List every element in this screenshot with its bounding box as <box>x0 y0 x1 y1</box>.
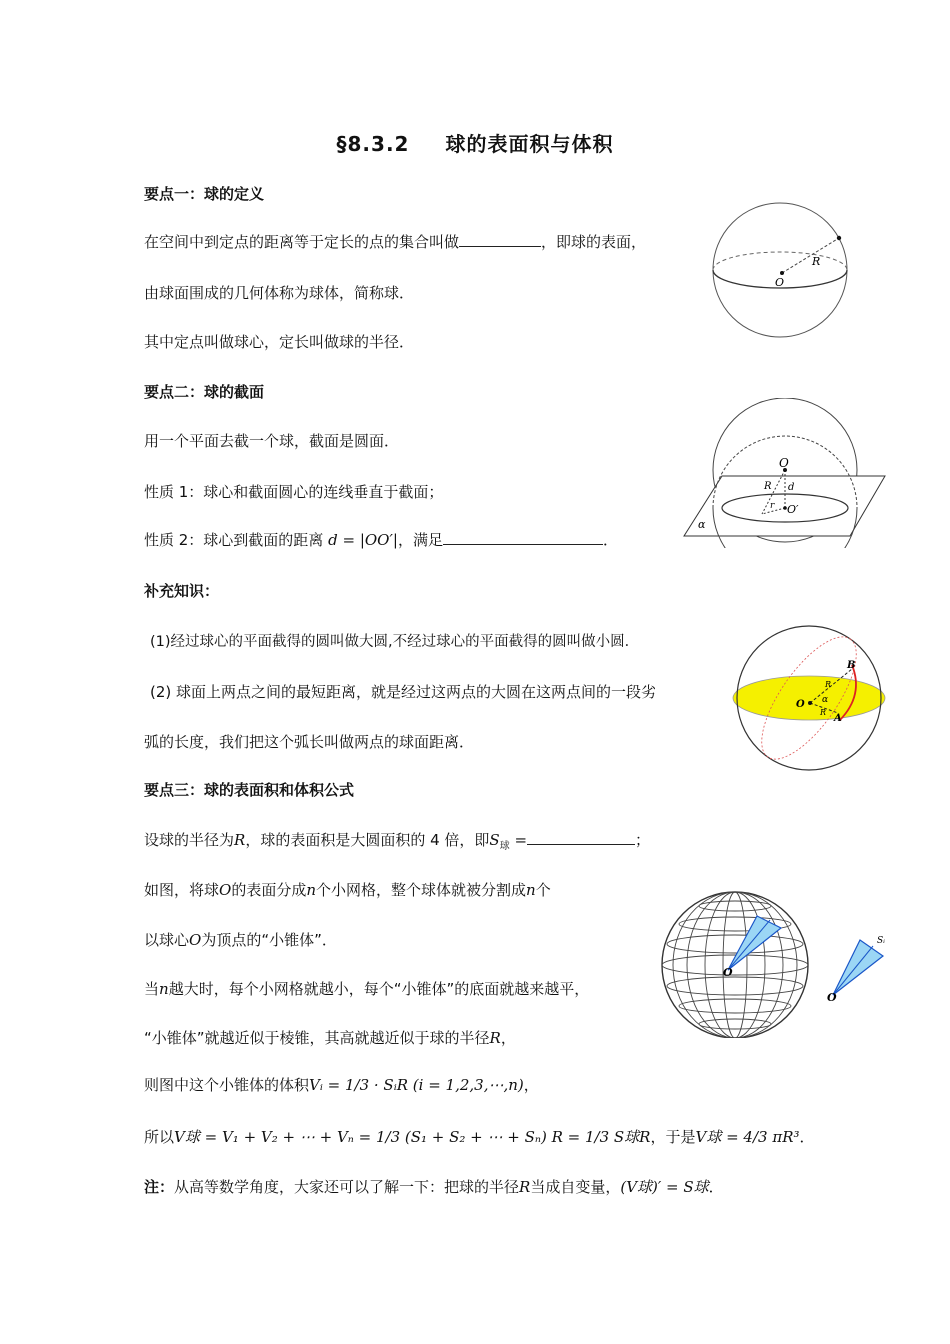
derivative-formula: (V球)′ = S球 <box>620 1178 709 1196</box>
label-B: B <box>847 660 856 671</box>
point1-heading: 要点一：球的定义 <box>144 185 265 203</box>
point3-line5 <box>144 1027 516 1048</box>
point1-line1-text: 在空间中到定点的距离等于定长的点的集合叫做 <box>144 233 460 251</box>
var-R: R <box>519 1178 531 1196</box>
var-n: n <box>306 881 317 899</box>
point3-line7 <box>144 1126 815 1147</box>
title-text: 球的表面积与体积 <box>445 132 614 156</box>
line1-end: ； <box>635 831 651 849</box>
label-alpha: α <box>822 695 829 705</box>
line2-b: 的表面分成 <box>231 881 307 899</box>
line4-b: 越大时，每个小网格就越小，每个“小锥体”的底面就越来越平， <box>168 980 590 998</box>
line4-a: 当 <box>144 980 160 998</box>
line3-b: 为顶点的“小锥体”． <box>201 931 337 949</box>
sphere-volume-formula: V球 = 4/3 πR³ <box>695 1128 800 1146</box>
prop2-text: 性质 2：球心到截面的距离 <box>144 531 324 549</box>
var-O: O <box>219 881 232 899</box>
note-label: 注： <box>144 1178 175 1196</box>
line5-end: ， <box>500 1029 516 1047</box>
label-A: A <box>834 713 842 724</box>
line1-text-b: ，球的表面积是大圆面积的 4 倍，即 <box>245 831 490 849</box>
label-O: O <box>775 276 785 289</box>
label-O: O <box>779 456 789 470</box>
line7-b: ，于是 <box>650 1128 696 1146</box>
var-S: S <box>489 831 500 849</box>
label-R1: R <box>825 680 832 689</box>
label-O-prime: O′ <box>787 503 799 516</box>
label-d: d <box>788 482 795 493</box>
line2-d: 个 <box>535 881 551 899</box>
label-R2: R <box>820 708 827 717</box>
label-Si: Sᵢ <box>877 936 885 946</box>
sphere-section-figure <box>680 398 890 548</box>
point1-line1-end: ，即球的表面， <box>541 233 647 251</box>
point3-line2 <box>144 879 551 900</box>
label-alpha: α <box>698 518 706 531</box>
note-end: ． <box>708 1178 724 1196</box>
section-number: §8.3.2 <box>336 132 410 156</box>
line2-a: 如图，将球 <box>144 881 220 899</box>
var-R: R <box>489 1029 501 1047</box>
sphere-definition-figure <box>705 202 855 342</box>
prop2-formula: d = |OO′| <box>328 531 398 549</box>
point1-line2: 由球面围成的几何体称为球体，简称球． <box>144 284 415 302</box>
line6-end: ， <box>523 1076 539 1094</box>
label-r: r <box>770 501 775 511</box>
page-title <box>0 128 950 157</box>
line2-c: 个小网格，整个球体就被分割成 <box>316 881 527 899</box>
equals-sign: = <box>514 831 528 849</box>
answer-blank <box>443 530 603 545</box>
cone-volume-formula: Vᵢ = 1/3 · SᵢR (i = 1,2,3,⋯,n) <box>309 1076 524 1094</box>
var-n: n <box>526 881 536 899</box>
label-O1: O <box>723 966 733 979</box>
label-O2: O <box>827 991 837 1004</box>
supplement-item1: (1)经过球心的平面截得的圆叫做大圆,不经过球心的平面截得的圆叫做小圆． <box>150 634 640 650</box>
point1-line3: 其中定点叫做球心，定长叫做球的半径． <box>144 333 415 351</box>
prop2-text-b: ，满足 <box>397 531 443 549</box>
note-text: 从高等数学角度，大家还可以了解一下：把球的半径 <box>174 1178 520 1196</box>
answer-blank <box>527 830 635 845</box>
point2-heading: 要点二：球的截面 <box>144 383 265 401</box>
label-R: R <box>764 481 772 492</box>
answer-blank <box>459 232 541 247</box>
line7-a: 所以 <box>144 1128 175 1146</box>
point2-prop1: 性质 1：球心和截面圆心的连线垂直于截面； <box>144 483 444 501</box>
line7-end: ． <box>799 1128 815 1146</box>
prop2-end: ． <box>602 531 618 549</box>
point3-line6 <box>144 1074 539 1095</box>
point3-line3 <box>144 929 337 950</box>
volume-sum-formula: V球 = V₁ + V₂ + ⋯ + Vₙ = 1/3 (S₁ + S₂ + ⋯ + Sₙ) R = 1/3 S球R <box>174 1128 651 1146</box>
great-circle-figure <box>730 625 888 775</box>
label-R: R <box>812 255 821 268</box>
sub-ball: 球 <box>499 841 510 852</box>
sphere-mesh-figure <box>655 888 900 1038</box>
point3-line4 <box>144 978 589 999</box>
var-O: O <box>189 931 202 949</box>
line1-text-a: 设球的半径为 <box>144 831 235 849</box>
note-line <box>144 1176 724 1197</box>
supplement-heading: 补充知识： <box>144 582 220 600</box>
point2-prop2 <box>144 529 618 550</box>
line5-text: “小锥体”就越近似于棱锥，其高就越近似于球的半径 <box>144 1029 490 1047</box>
supplement-item2-cont: 弧的长度，我们把这个弧长叫做两点的球面距离． <box>144 733 475 751</box>
var-n: n <box>159 980 169 998</box>
label-O: O <box>796 699 805 710</box>
point2-line1: 用一个平面去截一个球，截面是圆面． <box>144 432 400 450</box>
note-text2: 当成自变量， <box>530 1178 621 1196</box>
point1-line1 <box>144 231 646 252</box>
line6-a: 则图中这个小锥体的体积 <box>144 1076 310 1094</box>
point3-line1 <box>144 829 650 852</box>
var-R: R <box>234 831 246 849</box>
supplement-item2: (2) 球面上两点之间的最短距离，就是经过这两点的大圆在这两点间的一段劣 <box>150 683 657 701</box>
line3-a: 以球心 <box>144 931 190 949</box>
point3-heading: 要点三：球的表面积和体积公式 <box>144 781 355 799</box>
